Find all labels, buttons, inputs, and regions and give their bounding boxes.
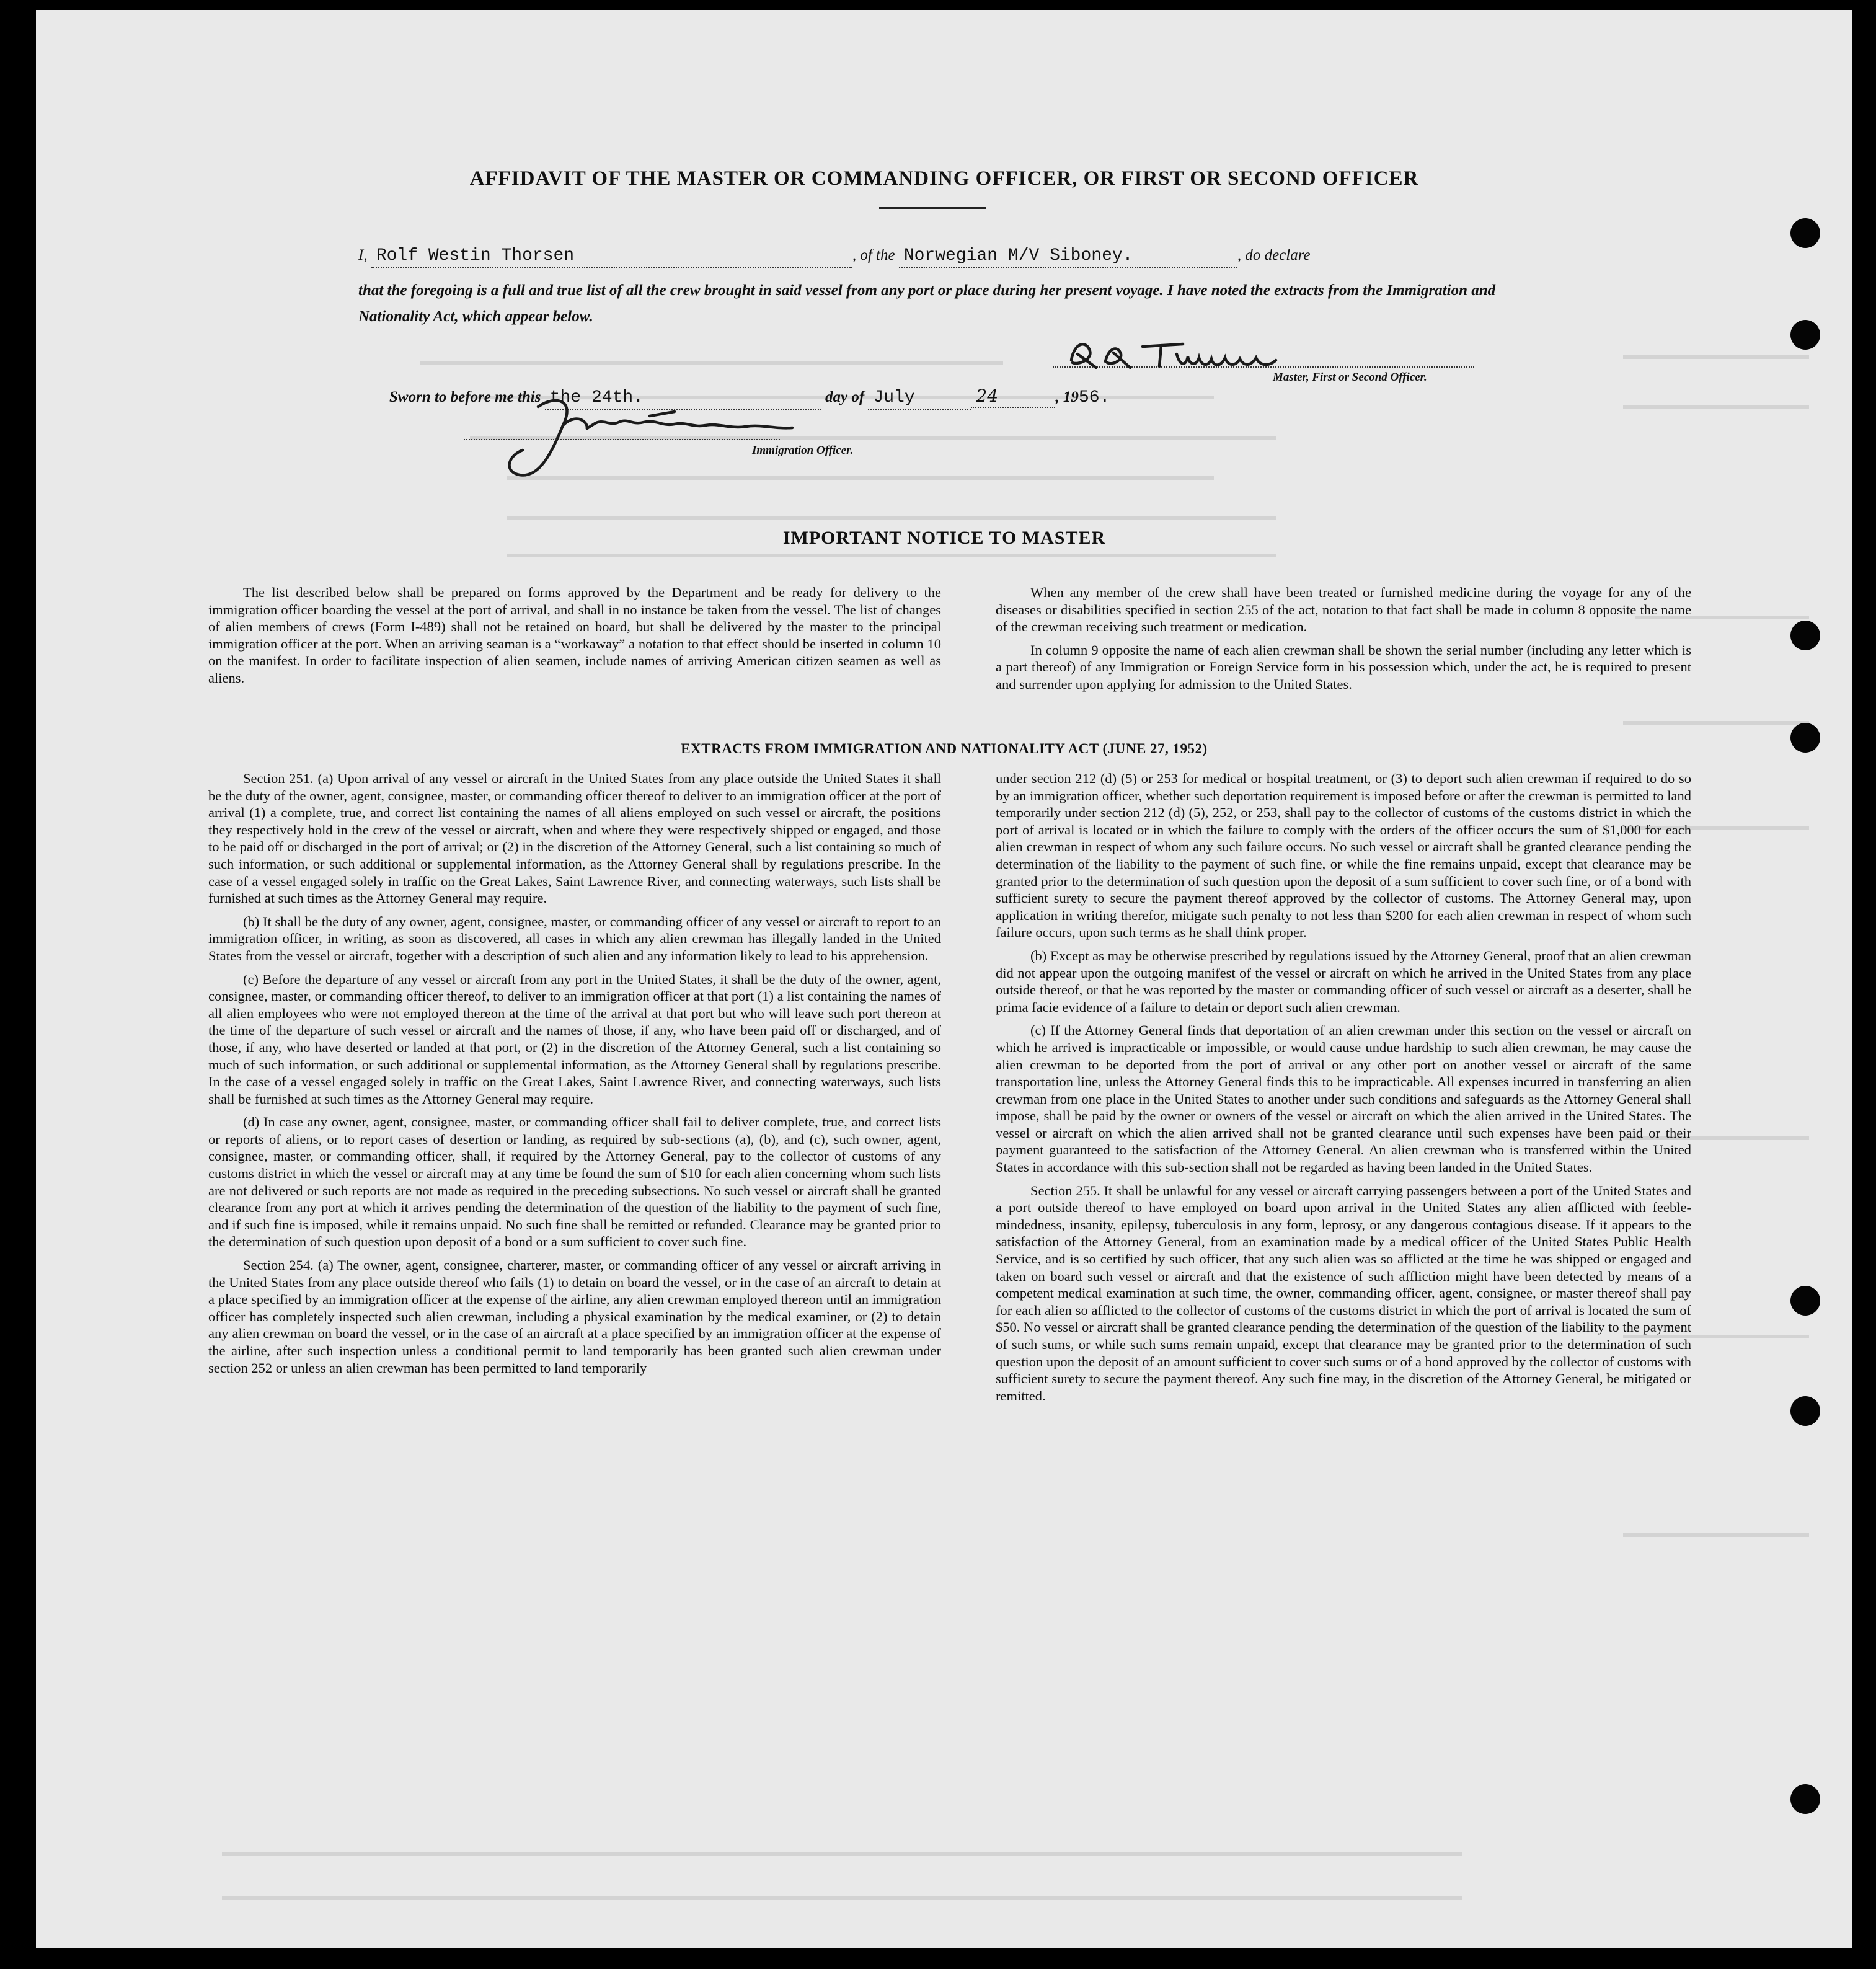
section-paragraph: Section 254. (a) The owner, agent, consignee, charterer, master, or commanding officer of any vessel or aircraft arriving in the United States from any place outside thereof who fails (1) to detain on board the vessel, or in the case of an aircraft to detain at a place specified by an immigration officer at the expense of the airline, any alien crewman employed thereon until an immigration officer has completely inspected such alien crewman, including a physical examination by the medical examiner, or (2) to detain any alien crewman on board the vessel, or in the case of an aircraft at a place specified by an immigration officer at the expense of the airline, after such inspection unless a conditional permit to land temporarily has been granted such alien crewman under section 252 or unless an alien crewman has been permitted to land temporarily xyxy=(208,1257,941,1376)
officer-signature-line xyxy=(464,439,780,440)
extracts-right-column xyxy=(996,770,1691,1410)
declaration-prefix: I, xyxy=(358,247,368,263)
document-page xyxy=(36,10,1852,1948)
punch-hole xyxy=(1790,320,1820,350)
extracts-title: EXTRACTS FROM IMMIGRATION AND NATIONALITY ACT (JUNE 27, 1952) xyxy=(681,741,1208,756)
notice-title: IMPORTANT NOTICE TO MASTER xyxy=(782,528,1106,548)
sworn-day-field: the 24th. xyxy=(545,387,821,410)
sworn-month-field: July xyxy=(868,387,971,410)
punch-hole xyxy=(1790,1286,1820,1316)
punch-hole xyxy=(1790,621,1820,650)
declaration-line xyxy=(358,246,1567,268)
title-rule xyxy=(879,207,986,209)
section-paragraph: Section 251. (a) Upon arrival of any vessel or aircraft in the United States from any place outside the United States it shall be the duty of the owner, agent, consignee, master, or commanding officer thereof to deliver to an immigration officer at the port of arrival (1) a complete, true, and correct list containing the names of all aliens employed on such vessel or aircraft, the positions they respectively hold in the crew of the vessel or aircraft, when and where they were respectively shipped or engaged, and those to be paid off or discharged in the port of arrival; or (2) in the discretion of the Attorney General, such a list containing so much of such information, or such additional or supplemental information, as the Attorney General shall by regulations prescribe. In the case of a vessel engaged solely in traffic on the Great Lakes, Saint Lawrence River, and connecting waterways, such lists shall be furnished at such times as the Attorney General may require. xyxy=(208,771,941,906)
notice-paragraph: The list described below shall be prepared on forms approved by the Department and be ready for delivery to the immigration officer boarding the vessel at the port of arrival, and shall in no instance be taken from the vessel. The list of changes of alien members of crews (Form I-489) shall not be retained on board, but shall be delivered by the master to the principal immigration officer at the port. When an arriving seaman is a “workaway” a notation to that effect should be inserted in column 10 on the manifest. In order to facilitate inspection of alien seamen, include names of arriving American citizen seamen as well as aliens. xyxy=(208,585,941,686)
declaration-text: that the foregoing is a full and true list of all the crew brought in said vessel from any port or place during her present voyage. I have noted the extracts from the Immigration and Nationality Act, which appear below. xyxy=(358,282,1496,325)
notice-left-column xyxy=(208,584,941,693)
affidavit-title: AFFIDAVIT OF THE MASTER OR COMMANDING OFFICER, OR FIRST OR SECOND OFFICER xyxy=(469,167,1419,190)
extracts-left-column xyxy=(208,770,941,1383)
of-the-label: , of the xyxy=(852,247,895,263)
punch-hole xyxy=(1790,218,1820,248)
section-paragraph: under section 212 (d) (5) or 253 for medical or hospital treatment, or (3) to deport such alien crewman if required to do so by an immigration officer, whether such deportation requirement is imposed before or after the crewman is permitted to land temporarily under section 212 (d) (5), 252, or 253, shall pay to the collector of customs of the customs district in which the port of arrival is located or in which the failure to comply with the orders of the officer occurs the sum of $1,000 for each alien crewman in respect of whom any such failure occurs. No such vessel or aircraft shall be granted clearance pending the determination of the liability to the payment of such fine, or while the fine remains unpaid, except that clearance may be granted prior to the determination of such question upon the deposit of a sum sufficient to cover such fine, or of a bond with sufficient surety to secure the payment thereof approved by the collector of customs. The Attorney General may, upon application in writing therefor, mitigate such penalty to not less than $200 for each alien crewman in respect of whom such failure occurs, upon such terms as he shall think proper. xyxy=(996,771,1691,940)
section-paragraph: (d) In case any owner, agent, consignee, master, or commanding officer shall fail to deliver complete, true, and correct lists or reports of aliens, or to report cases of desertion or landing, as required by sub-sections (a), (b), and (c), such owner, agent, consignee, master, or commanding officer, shall, if required by the Attorney General, pay to the collector of customs of any customs district in which the vessel or aircraft may at any time be found the sum of $10 for each alien concerning whom such lists are not delivered or such reports are not made as required in the preceding subsections. No such vessel or aircraft shall be granted clearance from any port at which it arrives pending the determination of the question of the liability to the payment of such fine, and if such fine is imposed, while it remains unpaid. No such fine shall be remitted or refunded. Clearance may be granted prior to the determination of such question upon deposit of a bond or a sum sufficient to cover such fine. xyxy=(208,1114,941,1250)
section-paragraph: (b) Except as may be otherwise prescribed by regulations issued by the Attorney General, proof that an alien crewman did not appear upon the outgoing manifest of the vessel or aircraft on which he arrived in the United States from any place outside thereof, or that he was reported by the master or commanding officer of such vessel or aircraft as a deserter, shall be prima facie evidence of a failure to detain or deport such alien crewman. xyxy=(996,947,1691,1015)
section-paragraph: (b) It shall be the duty of any owner, agent, consignee, master, or commanding officer of any vessel or aircraft to report to an immigration officer, in writing, as soon as discovered, all cases in which any alien crewman has illegally landed in the United States from the vessel or aircraft, together with a description of such alien and any information likely to lead to his apprehension. xyxy=(208,913,941,963)
master-name-field: Rolf Westin Thorsen xyxy=(371,246,852,268)
sworn-label: Sworn to before me this xyxy=(389,389,541,405)
sworn-year: 56. xyxy=(1078,388,1110,407)
do-declare-label: , do declare xyxy=(1237,247,1311,263)
vessel-name-field: Norwegian M/V Siboney. xyxy=(899,246,1237,268)
notice-paragraph: In column 9 opposite the name of each alien crewman shall be shown the serial number (including any letter which is a part thereof) of any Immigration or Foreign Service form in his possession which, under the act, he is required to present and surrender upon applying for admission to the United States. xyxy=(996,642,1691,692)
officer-caption: Immigration Officer. xyxy=(752,444,854,457)
sworn-day-number: 24 xyxy=(971,386,1055,408)
day-of-label: day of xyxy=(825,389,865,405)
punch-hole xyxy=(1790,1784,1820,1814)
section-paragraph: Section 255. It shall be unlawful for any vessel or aircraft carrying passengers between a port of the United States and a port outside thereof to have employed on board upon arrival in the United States any alien afflicted with feeble-mindedness, insanity, epilepsy, tuberculosis in any form, leprosy, or any dangerous contagious disease. If it appears to the satisfaction of the Attorney General, from an examination made by a medical officer of the United States Public Health Service, and is so certified by such officer, that any such alien was so afflicted at the time he was shipped or engaged and taken on board such vessel or aircraft and that the existence of such affliction might have been detected by means of a competent medical examination at such time, the owner, commanding officer, agent, consignee, or master thereof shall pay for each alien so afflicted to the collector of customs of the customs district in which the port of arrival is located the sum of $50. No vessel or aircraft shall be granted clearance pending the determination of the question of the liability to the payment of such sums, or while such sums remain unpaid, except that clearance may be granted prior to the determination of such question upon the deposit of an amount sufficient to cover such sums or of a bond approved by the collector of customs with sufficient surety to secure the payment thereof. Any such fine may, in the discretion of the Attorney General, be mitigated or remitted. xyxy=(996,1182,1691,1404)
year-prefix: , 19 xyxy=(1055,389,1079,405)
officer-signature xyxy=(470,388,817,481)
master-caption: Master, First or Second Officer. xyxy=(1273,371,1427,384)
punch-hole xyxy=(1790,1396,1820,1426)
section-paragraph: (c) Before the departure of any vessel or aircraft from any port in the United States, it shall be the duty of the owner, agent, consignee, master, or commanding officer thereof, to deliver to an immigration officer at that port (1) a list containing the names of all alien employees who were not employed thereon at the time of the arrival at that port but who will leave such port thereon at the time of the departure of such vessel or aircraft and the names of those, if any, who have been paid off or discharged, and of those, if any, who have deserted or landed at that port, or (2) in the discretion of the Attorney General, such a list containing so much of such information, or such additional or supplemental information, as the Attorney General shall by regulations prescribe. In the case of a vessel engaged solely in traffic on the Great Lakes, Saint Lawrence River, and connecting waterways, such lists shall be furnished at such times as the Attorney General may require. xyxy=(208,971,941,1107)
notice-right-column xyxy=(996,584,1691,699)
notice-paragraph: When any member of the crew shall have been treated or furnished medicine during the voyage for any of the diseases or disabilities specified in section 255 of the act, notation to that fact shall be made in column 8 opposite the name of the crewman receiving such treatment or medication. xyxy=(996,585,1691,635)
section-paragraph: (c) If the Attorney General finds that deportation of an alien crewman under this section on the vessel or aircraft on which he arrived is impracticable or impossible, or would cause undue hardship to such alien crewman, he may cause the alien crewman to be deported from the port of arrival or any other port on another vessel or aircraft of the same transportation line, unless the Attorney General finds this to be impracticable. All expenses incurred in transferring an alien crewman from one place in the United States to another under such conditions and safeguards as the Attorney General shall impose, shall be paid by the owner or owners of the vessel or aircraft on which the alien arrived in the United States. The vessel or aircraft on which the alien arrived shall not be granted clearance until such expenses have been paid or their payment guaranteed to the satisfaction of the Attorney General. An alien crewman who is transferred within the United States in accordance with this sub-section shall not be regarded as having been landed in the United States. xyxy=(996,1022,1691,1175)
